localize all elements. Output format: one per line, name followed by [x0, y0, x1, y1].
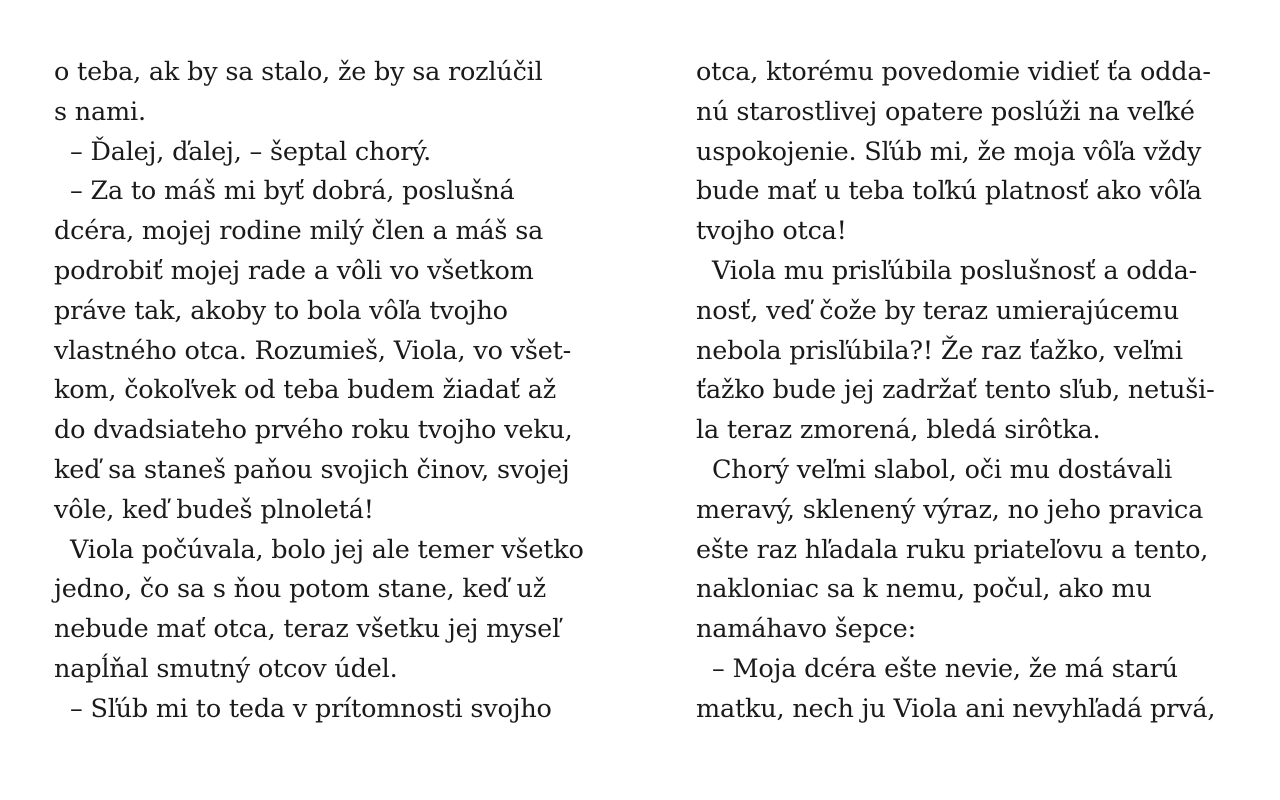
text-line: o teba, ak by sa stalo, že by sa rozlúčil [54, 57, 543, 87]
text-line: nebola prisľúbila?! Že raz ťažko, veľmi [696, 335, 1183, 366]
text-line: do dvadsiateho prvého roku tvojho veku, [54, 415, 573, 446]
text-line: – Moja dcéra ešte nevie, že má starú [712, 653, 1178, 684]
text-line: meravý, sklenený výraz, no jeho pravica [696, 494, 1204, 525]
right-page [696, 53, 1236, 730]
text-line: dcéra, mojej rodine milý člen a máš sa [54, 216, 544, 247]
text-line: uspokojenie. Sľúb mi, že moja vôľa vždy [696, 136, 1202, 167]
text-line: keď sa staneš paňou svojich činov, svojej [54, 454, 570, 485]
text-line: – Ďalej, ďalej, – šeptal chorý. [70, 136, 431, 167]
text-line: otca, ktorému povedomie vidieť ťa odda- [696, 57, 1211, 87]
text-line: práve tak, akoby to bola vôľa tvojho [54, 295, 508, 326]
text-line: – Sľúb mi to teda v prítomnosti svojho [70, 693, 552, 724]
text-line: matku, nech ju Viola ani nevyhľadá prvá, [696, 693, 1216, 724]
text-line: Viola počúvala, bolo jej ale temer všetko [70, 534, 584, 565]
text-line: ťažko bude jej zadržať tento sľub, netuši- [696, 375, 1215, 406]
text-line: vôle, keď budeš plnoletá! [54, 494, 374, 525]
text-line: namáhavo šepce: [696, 614, 916, 645]
text-line: podrobiť mojej rade a vôli vo všetkom [54, 255, 534, 286]
text-line: bude mať u teba toľkú platnosť ako vôľa [696, 176, 1202, 207]
text-line: la teraz zmorená, bledá sirôtka. [696, 415, 1101, 446]
text-line: jedno, čo sa s ňou potom stane, keď už [54, 574, 546, 605]
text-line: vlastného otca. Rozumieš, Viola, vo všet- [54, 335, 572, 366]
text-line: s nami. [54, 96, 146, 127]
text-line: nosť, veď čože by teraz umierajúcemu [696, 295, 1179, 326]
text-line: – Za to máš mi byť dobrá, poslušná [70, 176, 515, 207]
text-line: nebude mať otca, teraz všetku jej myseľ [54, 614, 561, 645]
text-line: ešte raz hľadala ruku priateľovu a tento, [696, 534, 1209, 565]
text-line: nú starostlivej opatere poslúži na veľké [696, 96, 1195, 127]
text-line: nakloniac sa k nemu, počul, ako mu [696, 574, 1152, 605]
text-line: Chorý veľmi slabol, oči mu dostávali [712, 454, 1173, 485]
text-line: tvojho otca! [696, 216, 847, 247]
left-page [54, 53, 594, 730]
text-line: napĺňal smutný otcov údel. [54, 653, 398, 684]
text-line: Viola mu prisľúbila poslušnosť a odda- [712, 255, 1198, 286]
text-line: kom, čokoľvek od teba budem žiadať až [54, 375, 556, 406]
